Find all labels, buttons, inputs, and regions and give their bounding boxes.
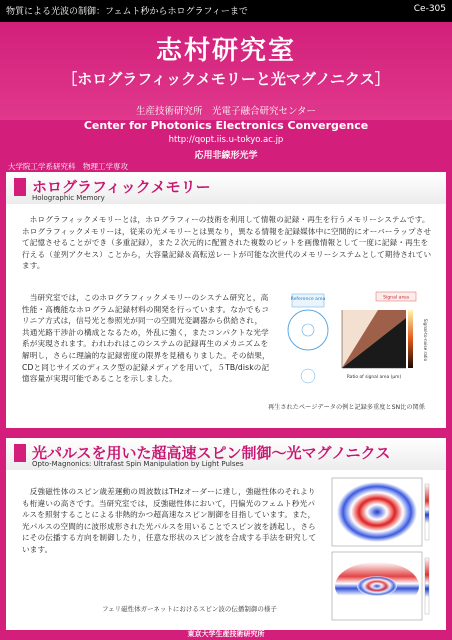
department: 大学院工学系研究科 物理工学専攻 — [8, 162, 128, 171]
section2-title-en: Opto-Magnonics: Ultrafast Spin Manipulation by Light Pulses — [32, 460, 244, 468]
lab-url[interactable]: http://qopt.iis.u-tokyo.ac.jp — [168, 135, 284, 145]
lab-name: 応用非線形光学 — [194, 151, 258, 161]
section2-figure-caption: フェリ磁性体ガーネットにおけるスピン波の伝播制御の様子 — [102, 605, 277, 613]
signal-label: Signal area — [383, 295, 409, 301]
section1-title: ホログラフィックメモリー — [32, 178, 211, 196]
spin-wave-figure — [324, 476, 442, 626]
page-subtitle: ［ホログラフィックメモリーと光マグノニクス］ — [62, 70, 390, 88]
section1-header — [6, 172, 446, 204]
topic-line: 物質による光波の制御：フェムト秒からホログラフィーまで — [6, 7, 248, 17]
section2-title: 光パルスを用いた超高速スピン制御〜光マグノニクス — [32, 444, 391, 462]
institute-jp: 生産技術研究所 光電子融合研究センター — [135, 106, 317, 117]
section1-marker — [14, 178, 26, 196]
section2-marker — [14, 444, 26, 462]
plot-ylabel: Signal-to-noise ratio — [423, 318, 428, 362]
section1-paragraph2: 当研究室では，このホログラフィックメモリーのシステム研究と，高性能・高機能なホログラム記録材料の開発を行っています。なかでもコリニア方式は，信号光と参照光が同一の空間光変調器から供給され，共通光路干渉計の構成となるため，外乱に強く，またコンパクトな光学系が実現されます。われわれはこのシステムの記録再生のメカニズムを解明し，さらに理論的な記録密度の限界を見積もりました。その結果，CDと同じサイズのディスク型の記録メディアを用いて，５TB/diskの記憶容量が実現可能であることを示しました。 — [22, 293, 270, 384]
reference-label: Reference area — [290, 297, 326, 302]
topic-strip — [0, 0, 452, 22]
section2-header — [6, 438, 446, 470]
section-opto-magnonics — [6, 438, 446, 630]
section1-paragraph1: ホログラフィックメモリーとは，ホログラフィーの技術を利用して情報の記録・再生を行うメモリーシステムです。ホログラフィックメモリーは，従来の光メモリーとは異なり，異なる情報を記録媒体中に空間的にオーバーラップさせて記憶させることができ（多重記録），また２次元的に配置された複数のビットを画像情報として一度に記録・再生を行える（並列アクセス）ことから，大容量記録＆高転送レートが可能な次世代のメモリーシステムとして期待されています。 — [22, 215, 432, 271]
poster-code: Ce-305 — [413, 4, 446, 14]
holography-figure — [278, 288, 442, 400]
plot-xlabel: Ratio of signal area (μm) — [346, 375, 402, 380]
spin-wave-map-top — [332, 478, 429, 546]
snr-plot — [342, 310, 413, 368]
spin-wave-map-bottom — [332, 552, 429, 620]
section2-paragraph: 反強磁性体のスピン歳差運動の周波数はTHzオーダーに達し，強磁性体のそれよりも桁違いの高さです。当研究室では，反強磁性体において，円偏光のフェムト秒光パルスを照射することによる非熱的かつ超高速なスピン制御を目指しています。また，光パルスの空間的に波形成形された光パルスを用いることでスピン波を誘起し，さらにその伝播する方向を制御したり，任意な形状のスピン波を合成する手法を研究しています。 — [22, 487, 317, 554]
section-holographic-memory — [6, 172, 446, 428]
section1-title-en: Holographic Memory — [32, 194, 105, 202]
section1-figure-caption: 再生されたページデータの例と記録多重度とSN比の関係 — [268, 404, 425, 411]
institute-en: Center for Photonics Electronics Convergence — [83, 119, 369, 132]
footer-institution: 東京大学生産技術研究所 — [187, 630, 265, 638]
page-title: 志村研究室 — [155, 36, 296, 66]
